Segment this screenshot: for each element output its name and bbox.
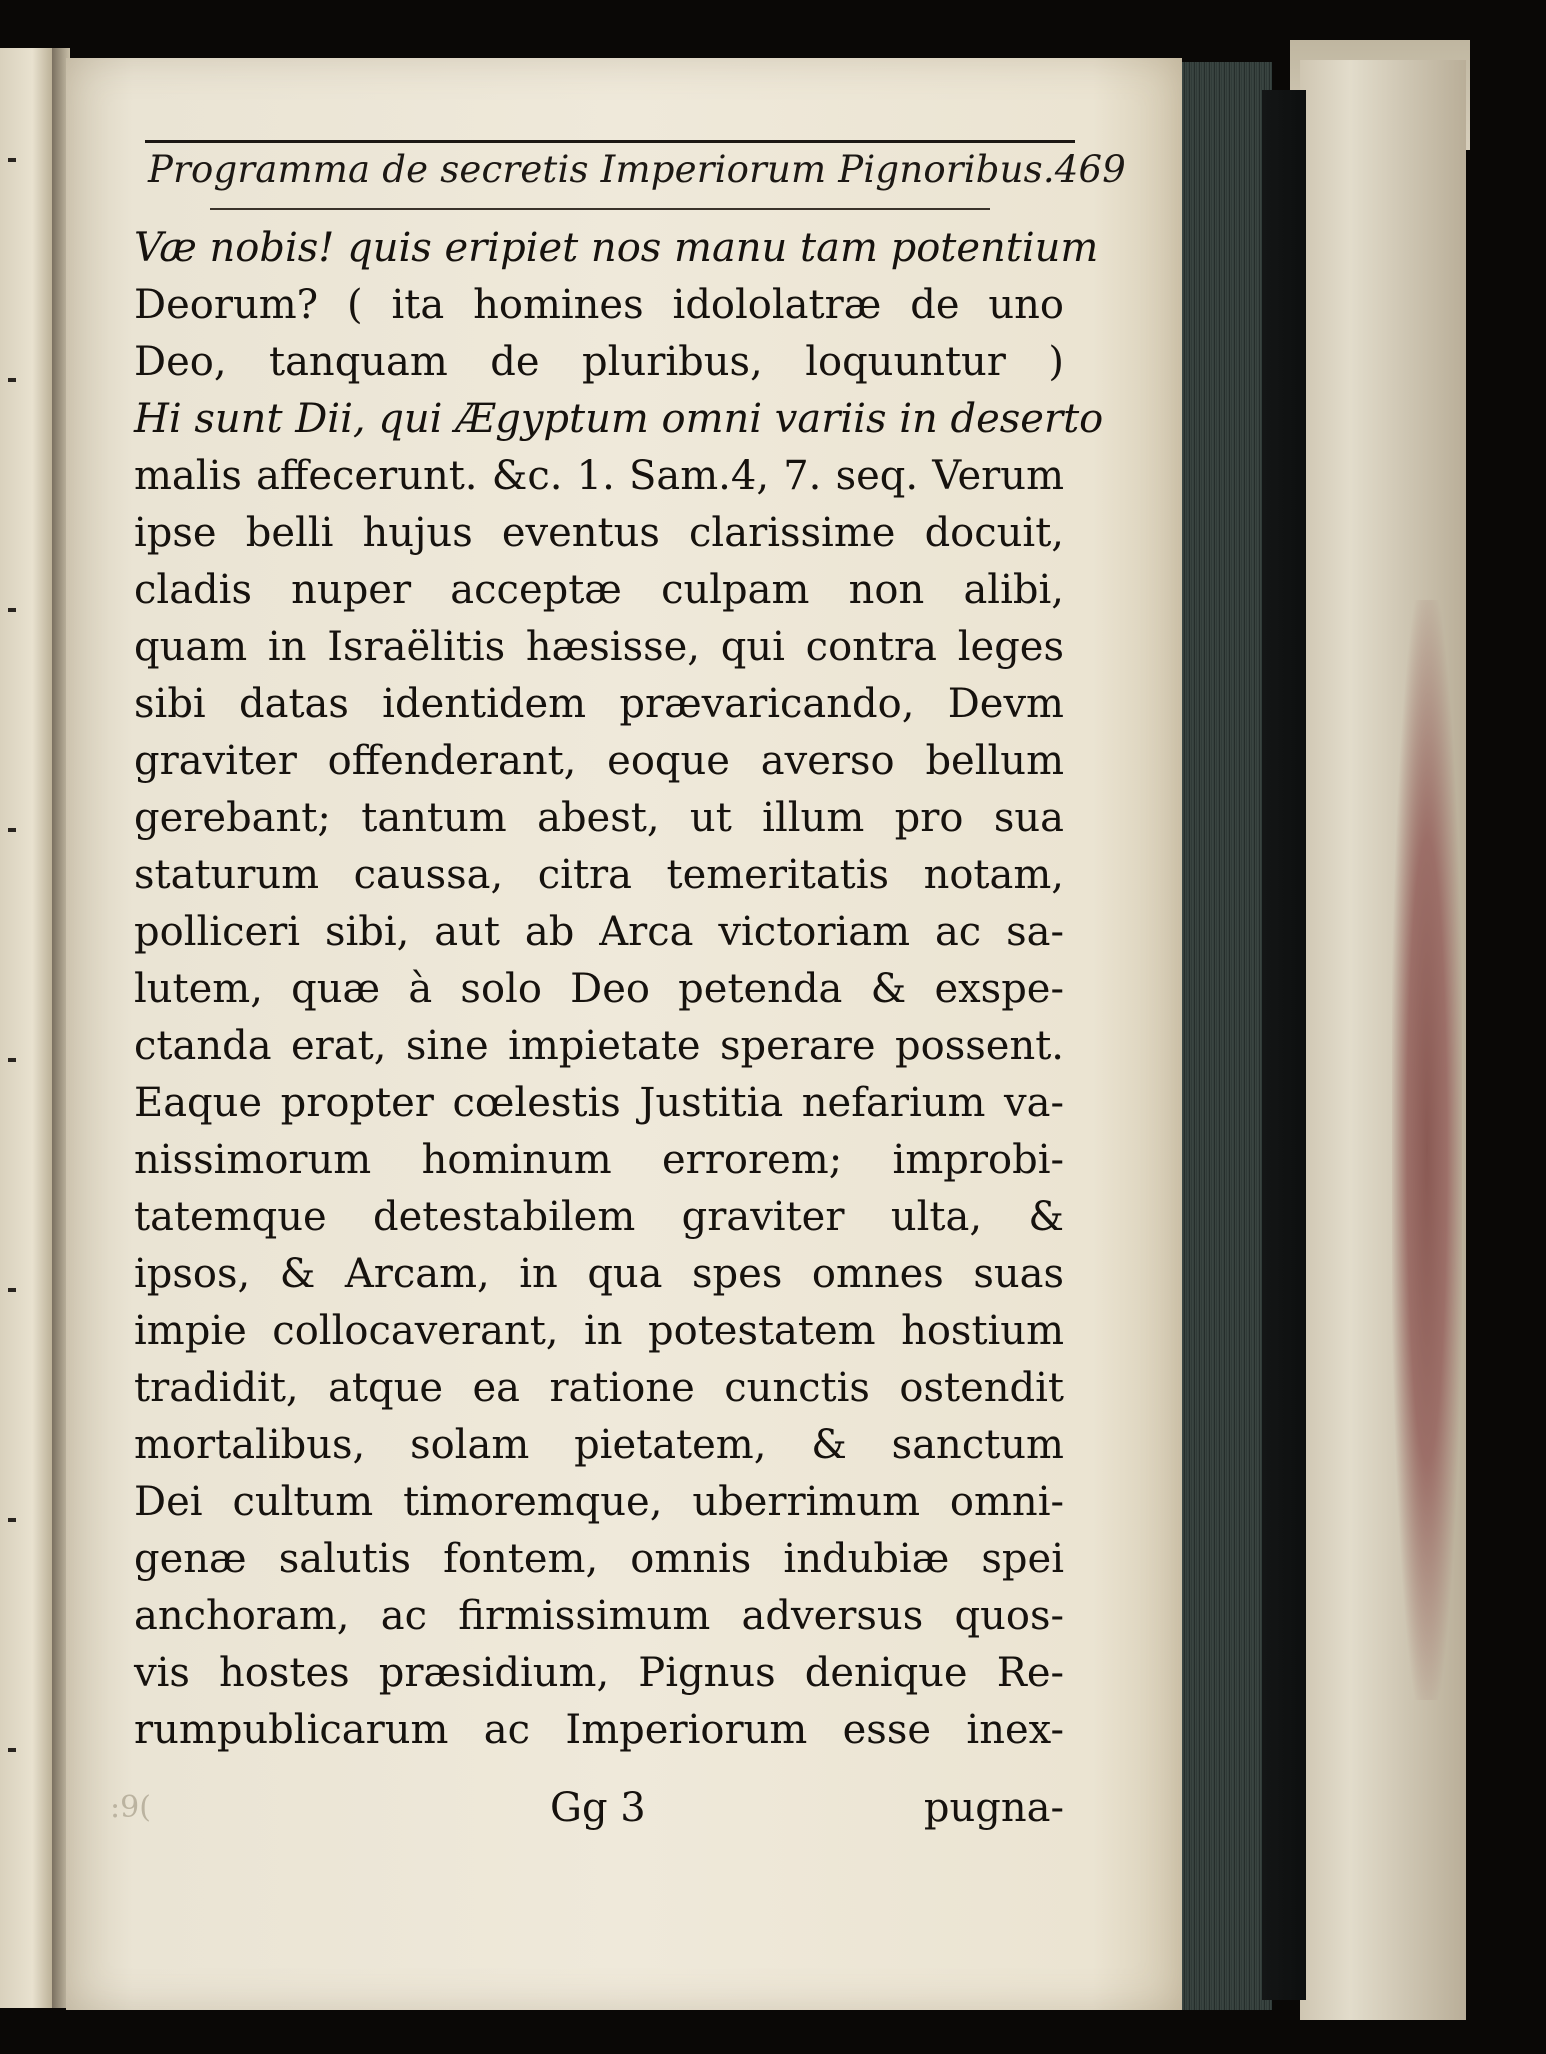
- left-page-mark: [8, 378, 16, 382]
- page-footer: [134, 1785, 1064, 1845]
- left-page-mark: [8, 608, 16, 612]
- left-page-mark: [8, 1518, 16, 1522]
- text-line: ipse belli hujus eventus clarissime docuit,: [134, 510, 1064, 556]
- text-line: impie collocaverant, in potestatem hostium: [134, 1308, 1064, 1354]
- left-page-mark: [8, 1288, 16, 1292]
- show-through-mark: :9(: [110, 1790, 151, 1825]
- text-line: Hi sunt Dii, qui Ægyptum omni variis in deserto: [134, 396, 1104, 442]
- text-line: mortalibus, solam pietatem, & sanctum: [134, 1422, 1064, 1468]
- text-line: malis affecerunt. &c. 1. Sam.4, 7. seq. Verum: [134, 453, 1064, 499]
- text-line: Dei cultum timoremque, uberrimum omni-: [134, 1479, 1064, 1525]
- text-line: rumpublicarum ac Imperiorum esse inex-: [134, 1707, 1064, 1753]
- text-line: anchoram, ac firmissimum adversus quos-: [134, 1593, 1064, 1639]
- text-line: genæ salutis fontem, omnis indubiæ spei: [134, 1536, 1064, 1582]
- text-line: quam in Israëlitis hæsisse, qui contra leges: [134, 624, 1064, 670]
- text-line: ctanda erat, sine impietate sperare possent.: [134, 1023, 1064, 1069]
- catchword: pugna-: [923, 1785, 1064, 1831]
- text-line: Eaque propter cœlestis Justitia nefarium va-: [134, 1080, 1064, 1126]
- text-line: tradidit, atque ea ratione cunctis ostendit: [134, 1365, 1064, 1411]
- text-line: ipsos, & Arcam, in qua spes omnes suas: [134, 1251, 1064, 1297]
- left-page-mark: [8, 828, 16, 832]
- text-line: staturum caussa, citra temeritatis notam,: [134, 852, 1064, 898]
- text-line: Væ nobis! quis eripiet nos manu tam potentium: [134, 225, 1099, 271]
- text-line: graviter offenderant, eoque averso bellum: [134, 738, 1064, 784]
- left-page-edge: [0, 48, 54, 2008]
- text-line: Deo, tanquam de pluribus, loquuntur ): [134, 339, 1064, 385]
- text-line: vis hostes præsidium, Pignus denique Re-: [134, 1650, 1064, 1696]
- header-rule: [145, 140, 1075, 143]
- page-edges-shadow: [1262, 90, 1306, 2000]
- text-line: Deorum? ( ita homines idololatræ de uno: [134, 282, 1064, 328]
- text-line: cladis nuper acceptæ culpam non alibi,: [134, 567, 1064, 613]
- text-line: polliceri sibi, aut ab Arca victoriam ac sa-: [134, 909, 1064, 955]
- body-text: [134, 220, 1104, 1759]
- left-page-mark: [8, 158, 16, 162]
- left-page-mark: [8, 1058, 16, 1062]
- running-head: Programma de secretis Imperiorum Pignoribus.469: [148, 148, 1127, 191]
- text-line: sibi datas identidem prævaricando, Devm: [134, 681, 1064, 727]
- header-underline: [210, 208, 990, 210]
- text-line: nissimorum hominum errorem; improbi-: [134, 1137, 1064, 1183]
- cover-stain: [1392, 600, 1462, 1700]
- text-line: tatemque detestabilem graviter ulta, &: [134, 1194, 1064, 1240]
- text-line: gerebant; tantum abest, ut illum pro sua: [134, 795, 1064, 841]
- text-line: lutem, quæ à solo Deo petenda & exspe-: [134, 966, 1064, 1012]
- left-page-mark: [8, 1748, 16, 1752]
- signature-mark: Gg 3: [550, 1785, 646, 1831]
- page-edges: [1176, 62, 1272, 2010]
